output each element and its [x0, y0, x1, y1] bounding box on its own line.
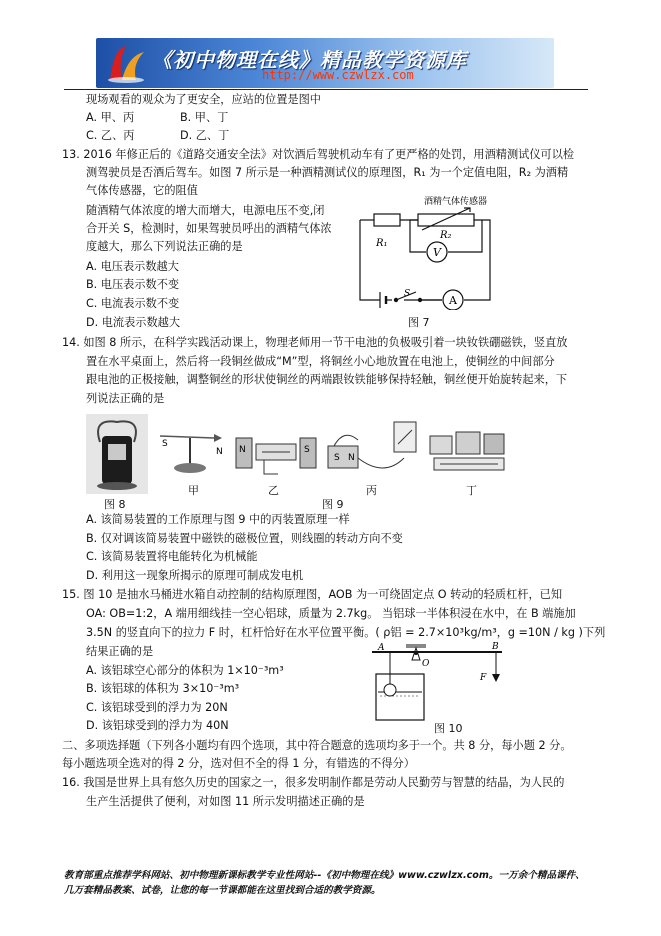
q15-line-3: 3.5N 的竖直向下的拉力 F 时，杠杆恰好在水平位置平衡。( ρ铝 = 2.7×10³kg/m³，g =10N / kg )下列 [86, 626, 606, 639]
header-url[interactable]: http://www.czwlzx.com [262, 68, 414, 82]
figure-9-jia [156, 424, 226, 480]
figure-9-yi-label: 乙 [268, 484, 279, 497]
q13-line-5: 合开关 S，检测时，如果驾驶员呼出的酒精气体浓 [86, 222, 332, 235]
q16-line-2: 生产生活提供了便利，对如图 11 所示发明描述正确的是 [86, 795, 365, 808]
prev-option-a: A. 甲、丙 [86, 111, 135, 124]
q14-option-a: A. 该简易装置的工作原理与图 9 中的丙装置原理一样 [86, 513, 350, 526]
section-2-heading: 二、多项选择题（下列各小题均有四个选项，其中符合题意的选项均多于一个。共 8 分，每小题 2 分。 [62, 739, 572, 752]
figure-7-caption: 图 7 [408, 316, 430, 329]
q13-option-d: D. 电流表示数越大 [86, 316, 181, 329]
svg-text:N: N [239, 445, 246, 455]
q13-line-3: 气体传感器，它的阻值 [86, 184, 198, 197]
footer-line-1: 教育部重点推荐学科网站、初中物理新课标教学专业性网站--《初中物理在线》www.czwlzx.com。一万余个精品课件、 [64, 870, 585, 881]
q15-option-a: A. 该铝球空心部分的体积为 1×10⁻³m³ [86, 664, 284, 677]
figure-9-jia-label: 甲 [188, 484, 199, 497]
q15-line-4: 结果正确的是 [86, 645, 154, 658]
svg-text:N: N [216, 447, 223, 457]
sensor-label: 酒精气体传感器 [424, 197, 488, 207]
lever-point-b: B [492, 642, 499, 652]
r1-resistor [374, 214, 400, 226]
q13-line-1: 13. 2016 年修正后的《道路交通安全法》对饮酒后驾驶机动车有了更严格的处罚，用酒精测试仪可以检 [62, 148, 575, 161]
logo-icon [104, 42, 148, 84]
q14-line-1: 14. 如图 8 所示，在科学实践活动课上，物理老师用一节干电池的负极吸引着一块钕铁硼磁铁，竖直放 [62, 336, 568, 349]
prev-option-b: B. 甲、丁 [180, 111, 229, 124]
r2-sensor [418, 214, 474, 226]
q15-option-d: D. 该铝球受到的浮力为 40N [86, 719, 229, 732]
r2-label: R₂ [440, 230, 452, 241]
q13-option-b: B. 电压表示数不变 [86, 278, 180, 291]
q14-option-c: C. 该简易装置将电能转化为机械能 [86, 550, 258, 563]
figure-9-ding-label: 丁 [466, 484, 477, 497]
figure-7-circuit [352, 190, 502, 310]
figure-9-yi [234, 430, 320, 480]
prev-option-c: C. 乙、丙 [86, 129, 135, 142]
force-f-label: F [480, 673, 487, 683]
q15-option-b: B. 该铝球的体积为 3×10⁻³m³ [86, 682, 240, 695]
q13-option-a: A. 电压表示数越大 [86, 260, 179, 273]
lever-point-a: A [378, 643, 385, 653]
figure-10-caption: 图 10 [434, 722, 463, 735]
footer-line-2: 几万套精品教案、试卷，让您的每一节课都能在这里找到合适的教学资源。 [64, 885, 381, 896]
figure-8-photo [86, 414, 148, 494]
figure-9-caption: 图 9 [322, 498, 344, 511]
r1-label: R₁ [376, 238, 388, 249]
q13-line-6: 度越大，那么下列说法正确的是 [86, 240, 243, 253]
voltmeter-label: V [433, 246, 441, 259]
q14-line-2: 置在水平桌面上，然后将一段铜丝做成“M”型，将铜丝小心地放置在电池上，使铜丝的中间部分 [86, 355, 555, 368]
svg-text:S: S [304, 445, 310, 455]
svg-text:N: N [348, 453, 355, 463]
q15-option-c: C. 该铝球受到的浮力为 20N [86, 701, 228, 714]
q14-line-4: 列说法正确的是 [86, 392, 165, 405]
prev-question-text: 现场观看的观众为了更安全，应站的位置是图中 [86, 93, 321, 106]
figure-8-caption: 图 8 [104, 498, 126, 511]
q15-line-2: OA: OB=1:2，A 端用细线挂一空心铝球，质量为 2.7kg。 当铝球一半体积浸在水中，在 B 端施加 [86, 607, 576, 620]
header-title: 《初中物理在线》精品教学资源库 [152, 48, 467, 72]
q15-line-1: 15. 图 10 是抽水马桶进水箱自动控制的结构原理图，AOB 为一可绕固定点 O 转动的轻质杠杆，已知 [62, 588, 563, 601]
svg-text:S: S [162, 439, 168, 449]
q13-line-2: 测驾驶员是否酒后驾车。如图 7 所示是一种酒精测试仪的原理图，R₁ 为一个定值电阻，R₂ 为酒精 [86, 166, 569, 179]
switch-label: S [404, 289, 411, 299]
section-2-rule: 每小题选项全选对的得 2 分，选对但不全的得 1 分，有错选的不得分） [62, 757, 415, 770]
q13-option-c: C. 电流表示数不变 [86, 297, 180, 310]
prev-option-d: D. 乙、丁 [180, 129, 230, 142]
figure-9-ding [426, 428, 520, 482]
q14-line-3: 跟电池的正极接触，调整铜丝的形状使铜丝的两端跟钕铁能够保持轻触，铜丝便开始旋转起来，下 [86, 373, 568, 386]
figure-9-bing-label: 丙 [366, 484, 377, 497]
figure-10-lever [366, 640, 516, 722]
lever-point-o: O [422, 659, 430, 669]
q14-option-d: D. 利用这一现象所揭示的原理可制成发电机 [86, 569, 304, 582]
q14-option-b: B. 仅对调该简易装置中磁铁的磁极位置，则线圈的转动方向不变 [86, 532, 403, 545]
q13-line-4: 随酒精气体浓度的增大而增大，电源电压不变,闭 [86, 204, 325, 217]
figure-9-bing [324, 418, 420, 480]
ammeter-label: A [449, 294, 457, 307]
q16-line-1: 16. 我国是世界上具有悠久历史的国家之一，很多发明制作都是劳动人民勤劳与智慧的结晶，为人民的 [62, 776, 565, 789]
svg-text:S: S [334, 453, 340, 463]
header-divider [64, 89, 588, 90]
